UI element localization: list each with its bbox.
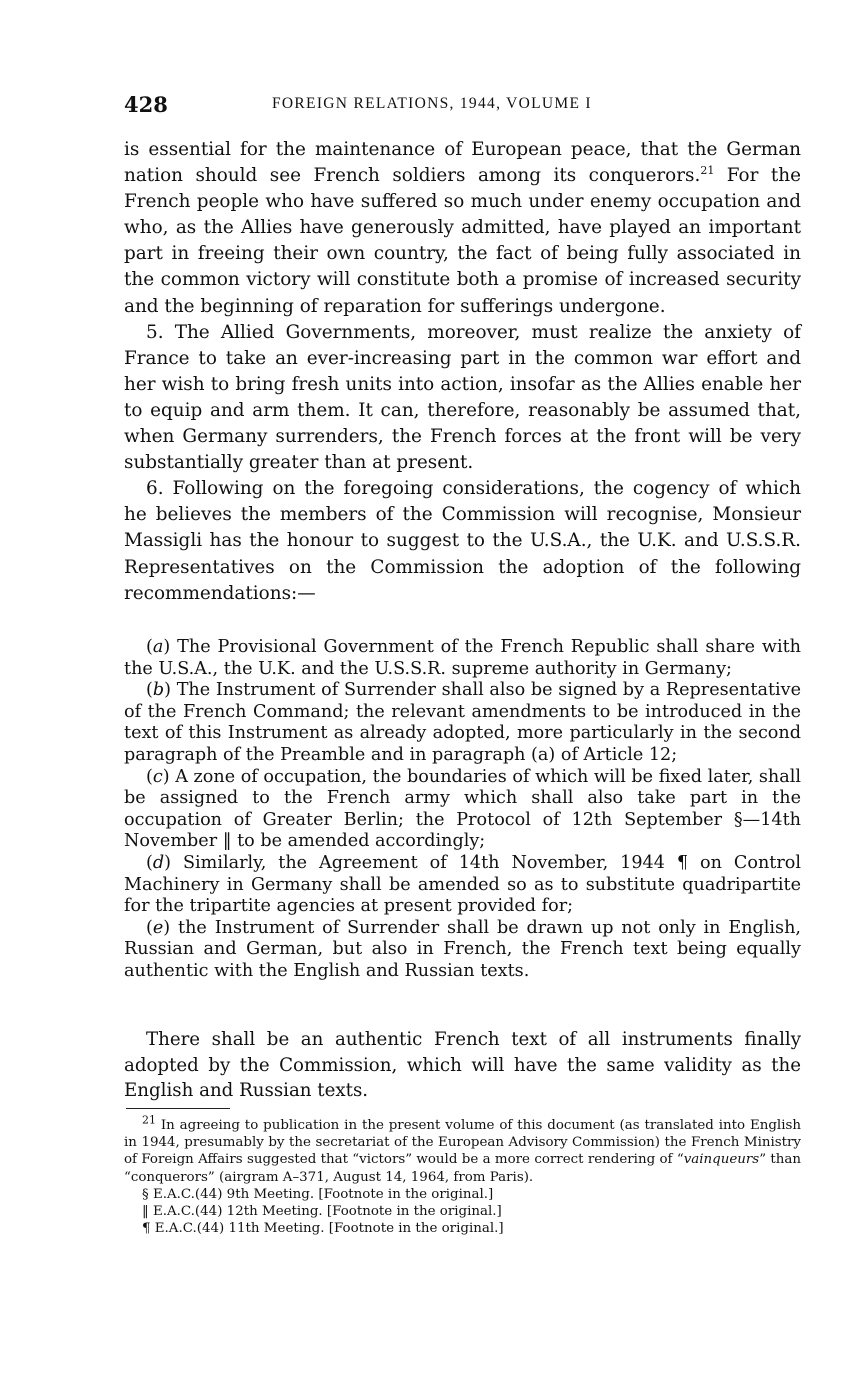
rec-text: The Provisional Government of the French Republic shall share with the U.S.A., the U.K. and the U.S.S.R. supreme authority in Germany; [124, 637, 801, 679]
recommendation-e: (e) the Instrument of Surrender shall be drawn up not only in English, Russian and German, but also in French, the French text being equally authentic with the English and Russian texts. [124, 917, 801, 981]
footnote-parallel: ‖ E.A.C.(44) 12th Meeting. [Footnote in the original.] [142, 1204, 502, 1220]
footnote-text: ” than “conquerors” (airgram A–371, August 14, 1964, from Paris). [124, 1152, 801, 1185]
recommendations-list [124, 637, 801, 983]
rec-text: Similarly, the Agreement of 14th November, 1944 ¶ on Control Machinery in Germany shall be amended so as to substitute quadripartite for the tripartite agencies at present provided for; [124, 852, 801, 917]
recommendation-b: (b) The Instrument of Surrender shall also be signed by a Representative of the French Command; the relevant amendments to be introduced in the text of this Instrument as already adopted, more particularly in the second paragraph of the Preamble and in paragraph (a) of Article 12; [124, 680, 801, 765]
rec-label: c [152, 766, 163, 787]
footnotes [124, 1113, 801, 1237]
closing-text [124, 1027, 801, 1104]
rec-label: b [152, 680, 165, 701]
rec-label: a [152, 637, 164, 657]
main-text [124, 137, 801, 607]
rec-text: The Instrument of Surrender shall also be signed by a Representative of the French Command; the relevant amendments to be introduced in the text of this Instrument as already adopted, more particularly in the second paragraph of the Preamble and in paragraph (a) of Article 12; [124, 680, 801, 765]
recommendation-d: (d) Similarly, the Agreement of 14th November, 1944 ¶ on Control Machinery in Germany shall be amended so as to substitute quadripartite for the tripartite agencies at present provided for; [124, 852, 801, 917]
continued-paragraph [124, 137, 801, 320]
recommendation-c: (c) A zone of occupation, the boundaries of which will be fixed later, shall be assigned to the French army which shall also take part in the occupation of Greater Berlin; the Protocol of 12th September §—14th November ‖ to be amended accordingly; [124, 766, 801, 852]
footnote-marker: 21 [142, 1113, 156, 1127]
rec-label: e [152, 917, 164, 938]
running-title: FOREIGN RELATIONS, 1944, VOLUME I [272, 95, 592, 112]
closing-paragraph: There shall be an authentic French text of all instruments finally adopted by the Commission, which will have the same validity as the English and Russian texts. [124, 1029, 801, 1101]
paragraph-5: 5. The Allied Governments, moreover, must realize the anxiety of France to take an ever-increasing part in the common war effort and her wish to bring fresh units into action, insofar as the Allies enable her to equip and arm them. It can, therefore, reasonably be assumed that, when Germany surrenders, the French forces at the front will be very substantially greater than at present. [124, 321, 801, 474]
page-header [124, 92, 800, 120]
footnote-pilcrow: ¶ E.A.C.(44) 11th Meeting. [Footnote in the original.] [142, 1221, 504, 1237]
footnote-section: § E.A.C.(44) 9th Meeting. [Footnote in the original.] [142, 1186, 494, 1202]
rec-text: A zone of occupation, the boundaries of which will be fixed later, shall be assigned to the French army which shall also take part in the occupation of Greater Berlin; the Protocol of 12th September §—14th November ‖ to be amended accordingly; [124, 766, 801, 852]
footnote-21 [124, 1113, 801, 1186]
footnote-divider [126, 1108, 230, 1109]
rec-text: the Instrument of Surrender shall be drawn up not only in English, Russian and German, but also in French, the French text being equally authentic with the English and Russian texts. [124, 917, 801, 981]
footnote-emphasis: vainqueurs [683, 1152, 760, 1168]
page-number: 428 [124, 92, 168, 117]
paragraph-6: 6. Following on the foregoing considerations, the cogency of which he believes the members of the Commission will recognise, Monsieur Massigli has the honour to suggest to the U.S.A., the U.K. and U.S.S.R. Representatives on the Commission the adoption of the following recommendations:— [124, 478, 801, 604]
rec-label: d [152, 852, 165, 873]
paragraph-text: For the French people who have suffered so much under enemy occupation and who, as the Allies have generously admitted, have played an important part in freeing their own country, the fact of being fully associated in the common victory will constitute both a promise of increased security and the beginning of reparation for sufferings undergone. [124, 165, 802, 317]
footnote-ref-21: 21 [700, 163, 715, 177]
recommendation-a: (a) The Provisional Government of the French Republic shall share with the U.S.A., the U.K. and the U.S.S.R. supreme authority in Germany; [124, 637, 801, 679]
footnote-text: In agreeing to publication in the present volume of this document (as translated into English in 1944, presumably by the secretariat of the European Advisory Commission) the French Ministry of Foreign Affairs suggested that “victors” would be a more correct rendering of “ [124, 1118, 801, 1168]
paragraph-text: is essential for the maintenance of European peace, that the German nation should see French soldiers among its conquerors. [124, 139, 801, 187]
